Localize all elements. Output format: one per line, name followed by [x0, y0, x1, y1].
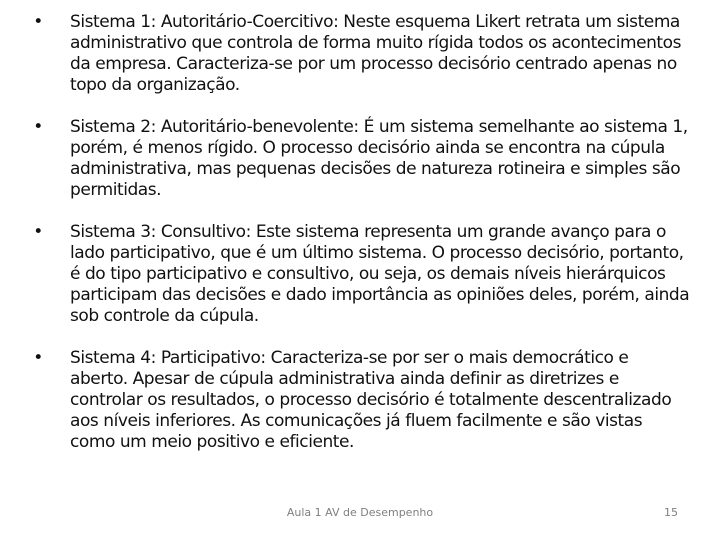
bullet-text: Sistema 2: Autoritário-benevolente: É um sistema semelhante ao sistema 1, porém, é menos rígido. O processo decisório ainda se encontra na cúpula administrativa, mas pequenas decisões de natureza rotineira e simples são permitidas. [70, 117, 688, 200]
bullet-item-sistema-1 [30, 12, 690, 96]
footer-label: Aula 1 AV de Desempenho [286, 506, 434, 519]
bullet-item-sistema-4 [30, 348, 690, 453]
bullet-marker: • [33, 348, 43, 368]
bullet-item-sistema-2 [30, 117, 690, 201]
bullet-list [30, 12, 690, 453]
page-number: 15 [664, 506, 678, 519]
bullet-text: Sistema 3: Consultivo: Este sistema representa um grande avanço para o lado participativo, que é um último sistema. O processo decisório, portanto, é do tipo participativo e consultivo, ou seja, os demais níveis hierárquicos participam das decisões e dado importância as opiniões deles, porém, ainda sob controle da cúpula. [70, 222, 690, 326]
bullet-item-sistema-3 [30, 222, 690, 327]
bullet-text: Sistema 1: Autoritário-Coercitivo: Neste esquema Likert retrata um sistema administrativo que controla de forma muito rígida todos os acontecimentos da empresa. Caracteriza-se por um processo decisório centrado apenas no topo da organização. [70, 12, 682, 95]
bullet-marker: • [33, 222, 43, 242]
bullet-marker: • [33, 117, 43, 137]
bullet-text: Sistema 4: Participativo: Caracteriza-se por ser o mais democrático e aberto. Apesar de cúpula administrativa ainda definir as diretrizes e controlar os resultados, o processo decisório é totalmente descentralizado aos níveis inferiores. As comunicações já fluem facilmente e são vistas como um meio positivo e eficiente. [70, 348, 672, 452]
bullet-marker: • [33, 12, 43, 32]
